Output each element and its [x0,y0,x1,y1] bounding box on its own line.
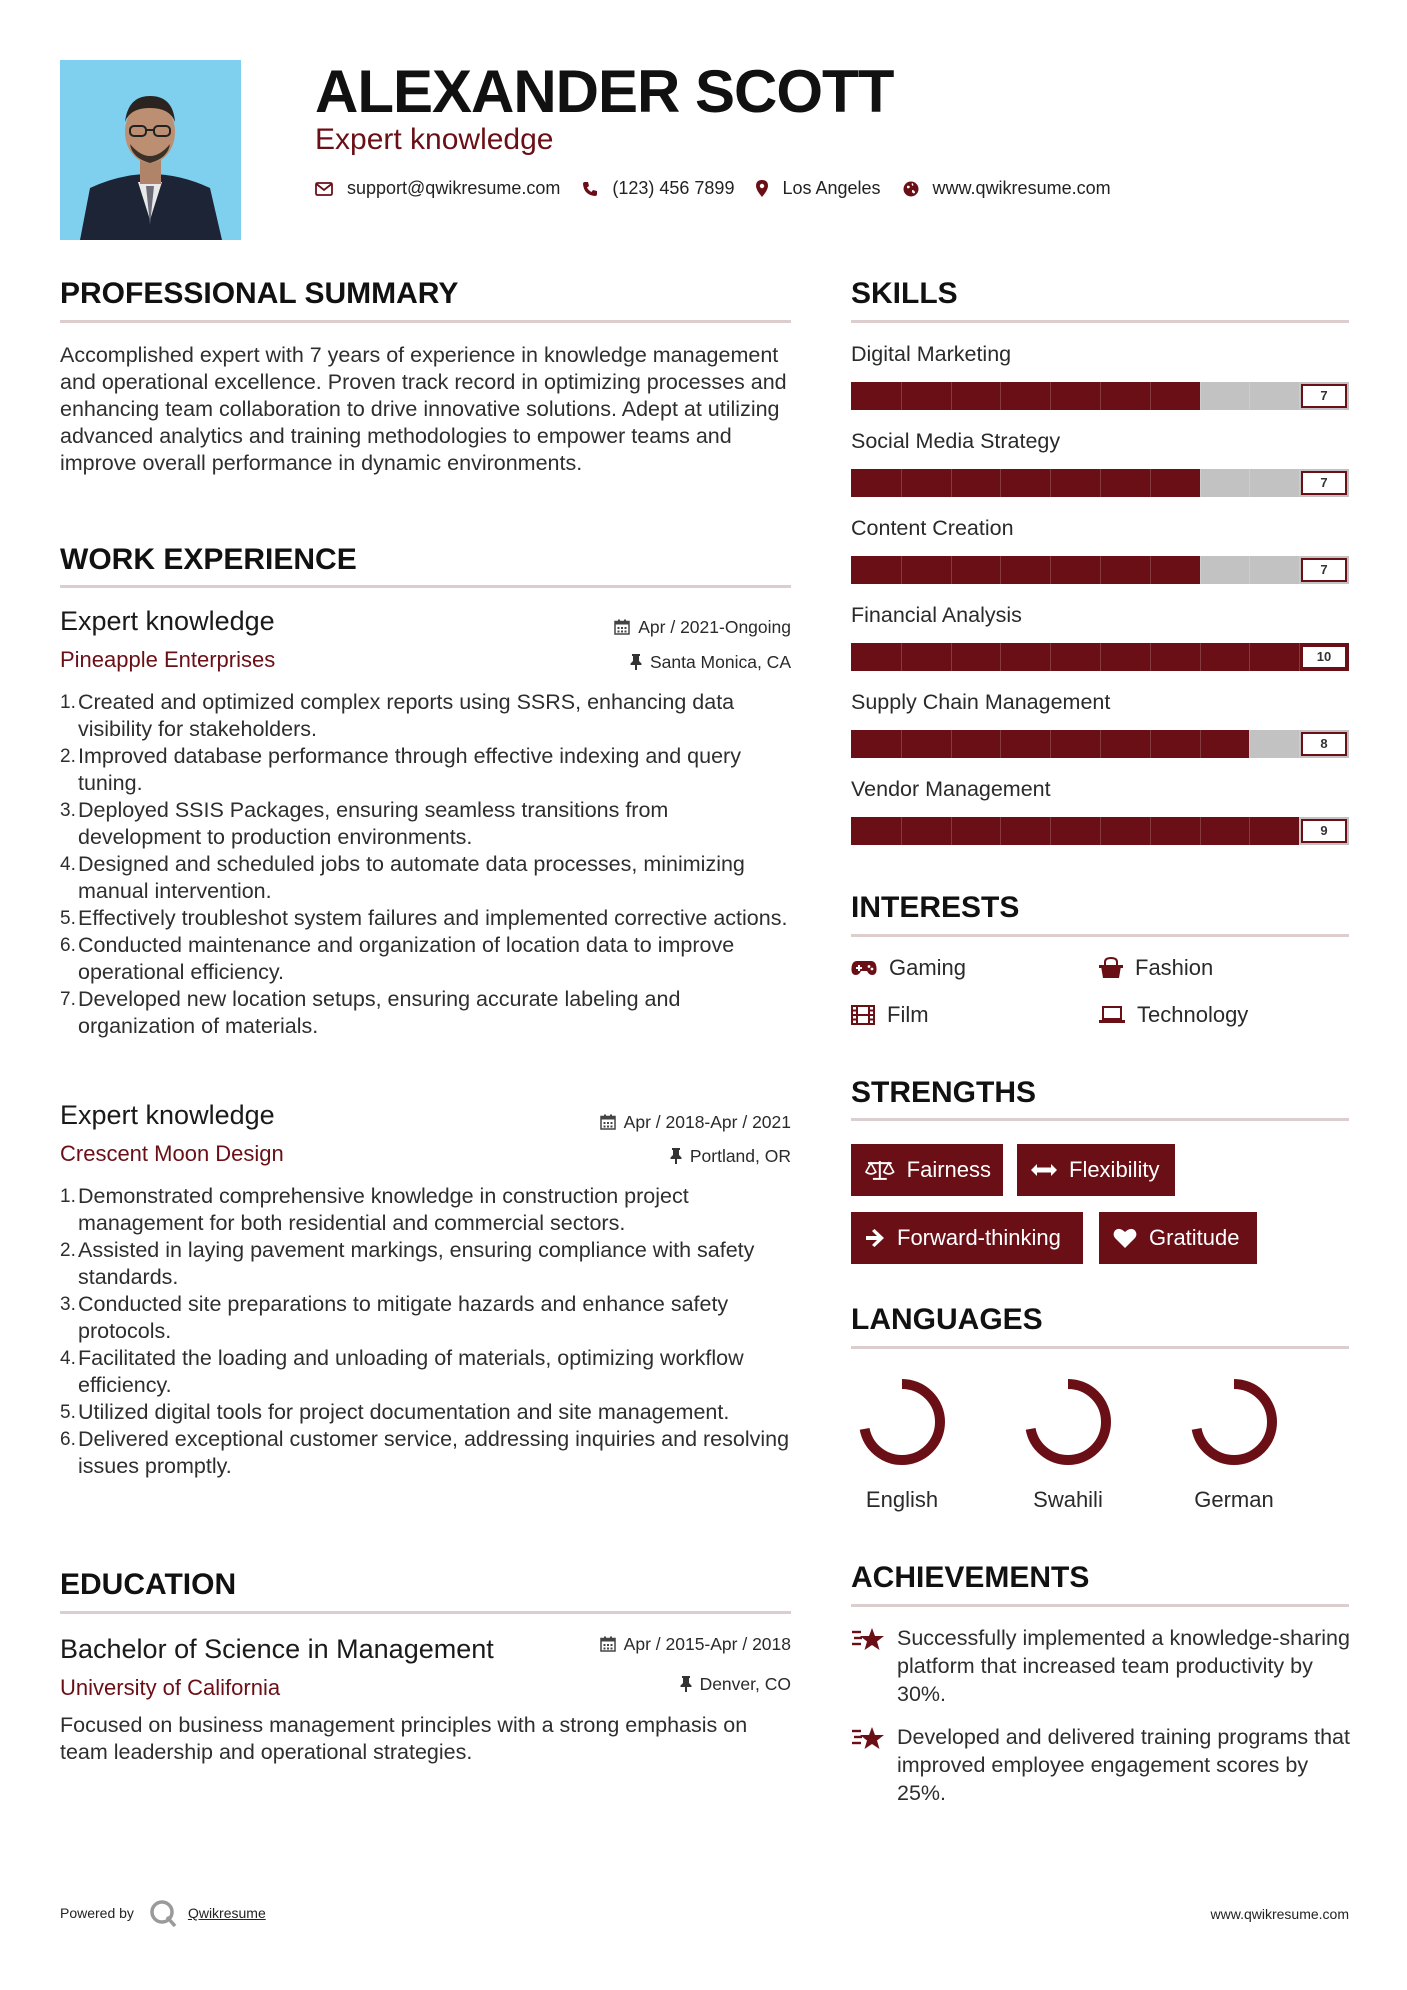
candidate-name: ALEXANDER SCOTT [315,58,894,125]
achievement-item [851,1723,1351,1807]
skill-bar-segment [1100,469,1101,497]
list-item: Facilitated the loading and unloading of materials, optimizing workflow efficiency. [78,1346,744,1397]
skill-bar-segment [1100,817,1101,845]
strength-label: Flexibility [1069,1157,1160,1182]
skill-bar-segment [1050,643,1051,671]
skills-heading: SKILLS [851,277,958,310]
skill-bar-segment [901,469,902,497]
skill-value-badge: 9 [1301,819,1347,843]
footer-powered-by [60,1898,266,1928]
skill-bar-segment [901,382,902,410]
phone-icon [582,181,598,197]
skill-bar-segment [1200,643,1201,671]
skill-value-badge: 7 [1301,558,1347,582]
skill-bar [851,817,1349,845]
job-title: Expert knowledge [60,1100,275,1130]
job-dates-text: Apr / 2021-Ongoing [638,617,791,637]
balance-scale-icon [865,1159,895,1181]
map-marker-icon [756,180,768,197]
job-location [630,650,791,674]
skill-value-badge: 7 [1301,471,1347,495]
interest-label: Technology [1137,1002,1249,1027]
experience-divider [60,585,791,588]
job-company: Crescent Moon Design [60,1141,284,1166]
skill-bar-segment [901,730,902,758]
skill-bar-segment [951,382,952,410]
skill-bar-segment [951,643,952,671]
strength-gratitude [1099,1212,1257,1264]
skill-bar-segment [1000,817,1001,845]
skill-bar-segment [951,556,952,584]
skill-bar-segment [1150,382,1151,410]
language-level-ring [852,1372,952,1472]
candidate-title: Expert knowledge [315,123,554,156]
contact-phone[interactable] [582,178,734,199]
education-location-text: Denver, CO [699,1674,791,1694]
interest-fashion [1099,954,1213,982]
skill-bar-segment [1200,469,1201,497]
profile-photo [60,60,241,240]
language-label: Swahili [1033,1487,1103,1512]
footer-website[interactable]: www.qwikresume.com [1210,1906,1349,1922]
skill-bar [851,556,1349,584]
strengths-heading: STRENGTHS [851,1076,1037,1109]
skill-bar-segment [1200,730,1201,758]
skill-bar-segment [901,556,902,584]
strength-fairness [851,1144,1003,1196]
job-dates [600,1110,791,1134]
skill-bar-segment [1050,556,1051,584]
interests-divider [851,934,1349,937]
job-dates [614,615,791,639]
skill-bar [851,382,1349,410]
strength-label: Gratitude [1149,1225,1240,1250]
skill-bar-segment [1000,469,1001,497]
skill-bar-segment [1100,643,1101,671]
skill-bar-segment [1150,556,1151,584]
skill-bar-segment [1200,382,1201,410]
job-bullets [60,689,795,1040]
skill-bar-segment [951,469,952,497]
interest-label: Fashion [1135,955,1214,980]
education-heading: EDUCATION [60,1568,237,1601]
envelope-icon [315,182,333,196]
skill-bar-segment [1050,730,1051,758]
job-bullets [60,1183,795,1480]
pushpin-icon [630,654,642,670]
language-item [1179,1372,1289,1513]
list-item: Conducted maintenance and organization of location data to improve operational efficiency. [78,933,735,984]
skill-bar-segment [1050,382,1051,410]
job-dates-text: Apr / 2018-Apr / 2021 [623,1112,791,1132]
skill-bar-segment [1050,817,1051,845]
contact-location [756,178,880,199]
skill-bar-segment [1200,556,1201,584]
pushpin-icon [670,1148,682,1164]
powered-by-text: Powered by [60,1905,134,1921]
languages-divider [851,1346,1349,1349]
skill-bar-segment [1249,643,1250,671]
skill-label: Supply Chain Management [851,690,1111,714]
laptop-icon [1099,1006,1125,1024]
email-text: support@qwikresume.com [347,178,561,198]
skill-bar-segment [1000,643,1001,671]
language-item [847,1372,957,1513]
shopping-bag-icon [1099,957,1123,979]
film-icon [851,1005,875,1025]
achievements-divider [851,1604,1349,1607]
achievement-item [851,1624,1351,1708]
summary-text: Accomplished expert with 7 years of experience in knowledge management and operational excellence. Proven track record in optimizing processes and enhancing team collaboration to drive innovative solutions. Adept at utilizing advanced analytics and training methodologies to empower teams and improve overall performance in dynamic environments. [60,343,787,475]
language-label: German [1194,1487,1274,1512]
list-item: Designed and scheduled jobs to automate data processes, minimizing manual intervention. [78,852,745,903]
skill-label: Financial Analysis [851,603,1022,627]
skill-bar-fill [851,817,1299,845]
summary-divider [60,320,791,323]
skill-bar-segment [1150,817,1151,845]
skill-bar [851,469,1349,497]
interest-technology [1099,1001,1248,1029]
skill-label: Vendor Management [851,777,1051,801]
star-award-icon [851,1725,885,1751]
strength-forward-thinking [851,1212,1083,1264]
phone-text: (123) 456 7899 [612,178,735,198]
interest-film [851,1001,929,1029]
contact-email[interactable] [315,178,560,199]
language-level-arc [1030,1384,1106,1460]
summary-heading: PROFESSIONAL SUMMARY [60,277,459,310]
skill-value-badge: 8 [1301,732,1347,756]
skill-bar-segment [1150,643,1151,671]
achievement-text: Developed and delivered training programs that improved employee engagement scores by 25%. [897,1725,1350,1805]
arrow-right-icon [865,1229,885,1247]
heart-icon [1113,1227,1137,1249]
skill-value-badge: 10 [1301,645,1347,669]
skill-bar-segment [1249,730,1250,758]
education-divider [60,1611,791,1614]
interest-label: Gaming [889,955,967,980]
skill-label: Social Media Strategy [851,429,1061,453]
list-item: Created and optimized complex reports using SSRS, enhancing data visibility for stakeholders. [78,690,735,741]
star-award-icon [851,1626,885,1652]
list-item: Developed new location setups, ensuring accurate labeling and organization of materials. [78,987,681,1038]
skill-label: Digital Marketing [851,342,1012,366]
skill-bar-segment [1100,556,1101,584]
skill-bar-segment [1050,469,1051,497]
arrows-horizontal-icon [1031,1163,1057,1177]
strength-label: Fairness [906,1157,991,1182]
skill-bar-segment [951,817,952,845]
skill-bar-segment [1000,730,1001,758]
location-text: Los Angeles [782,178,881,198]
skill-bar-segment [1249,556,1250,584]
skill-label: Content Creation [851,516,1014,540]
list-item: Utilized digital tools for project documentation and site management. [78,1400,730,1424]
job-location-text: Portland, OR [689,1146,791,1166]
skill-bar-segment [1200,817,1201,845]
qwikresume-link[interactable]: Qwikresume [187,1905,266,1921]
job-location-text: Santa Monica, CA [649,652,791,672]
language-item [1013,1372,1123,1513]
calendar-icon [600,1636,616,1652]
list-item: Effectively troubleshot system failures and implemented corrective actions. [78,906,788,930]
strengths-divider [851,1118,1349,1121]
skill-bar-segment [1100,730,1101,758]
job-location [670,1144,791,1168]
skill-bar-segment [1249,817,1250,845]
language-level-ring [1184,1372,1284,1472]
skill-bar-segment [1150,730,1151,758]
qwikresume-logo-icon [148,1898,178,1928]
list-item: Demonstrated comprehensive knowledge in construction project management for both residential and commercial sectors. [78,1184,689,1235]
person-portrait-icon [60,60,241,240]
list-item: Delivered exceptional customer service, addressing inquiries and resolving issues promptly. [78,1427,790,1478]
skill-bar-segment [1249,469,1250,497]
calendar-icon [614,619,630,635]
language-level-arc [1196,1384,1272,1460]
skill-bar [851,730,1349,758]
language-level-ring [1018,1372,1118,1472]
interest-gaming [851,954,966,982]
list-item: Conducted site preparations to mitigate hazards and enhance safety protocols. [78,1292,729,1343]
skill-bar-segment [1150,469,1151,497]
education-dates [600,1632,791,1656]
contact-bar [315,178,1133,199]
contact-website[interactable] [903,178,1111,199]
interests-heading: INTERESTS [851,891,1020,924]
globe-icon [903,181,919,197]
education-location [680,1672,791,1696]
job-title: Expert knowledge [60,606,275,636]
language-label: English [865,1487,939,1512]
gamepad-icon [851,960,877,976]
experience-heading: WORK EXPERIENCE [60,543,357,576]
strength-label: Forward-thinking [897,1225,1061,1250]
calendar-icon [600,1114,616,1130]
skill-bar-segment [1000,382,1001,410]
list-item: Assisted in laying pavement markings, ensuring compliance with safety standards. [78,1238,755,1289]
skill-bar-segment [901,643,902,671]
skill-bar-segment [1249,382,1250,410]
achievement-text: Successfully implemented a knowledge-sharing platform that increased team productivity by 30%. [897,1626,1350,1706]
skill-bar-segment [1100,382,1101,410]
skill-bar-fill [851,382,1200,410]
skill-bar-segment [1000,556,1001,584]
education-school: University of California [60,1675,281,1700]
skill-bar-segment [901,817,902,845]
achievements-heading: ACHIEVEMENTS [851,1561,1090,1594]
education-degree: Bachelor of Science in Management [60,1634,494,1664]
job-company: Pineapple Enterprises [60,647,276,672]
list-item: Deployed SSIS Packages, ensuring seamless transitions from development to production environments. [78,798,669,849]
website-text: www.qwikresume.com [932,178,1111,198]
education-dates-text: Apr / 2015-Apr / 2018 [623,1634,791,1654]
language-level-arc [864,1384,940,1460]
languages-heading: LANGUAGES [851,1303,1043,1336]
skill-bar-segment [951,730,952,758]
interest-label: Film [887,1002,929,1027]
education-text: Focused on business management principles with a strong emphasis on team leadership and operational strategies. [60,1713,748,1764]
pushpin-icon [680,1676,692,1692]
skills-divider [851,320,1349,323]
list-item: Improved database performance through effective indexing and query tuning. [78,744,741,795]
skill-value-badge: 7 [1301,384,1347,408]
skill-bar-fill [851,556,1200,584]
skill-bar-fill [851,469,1200,497]
skill-bar [851,643,1349,671]
strength-flexibility [1017,1144,1175,1196]
